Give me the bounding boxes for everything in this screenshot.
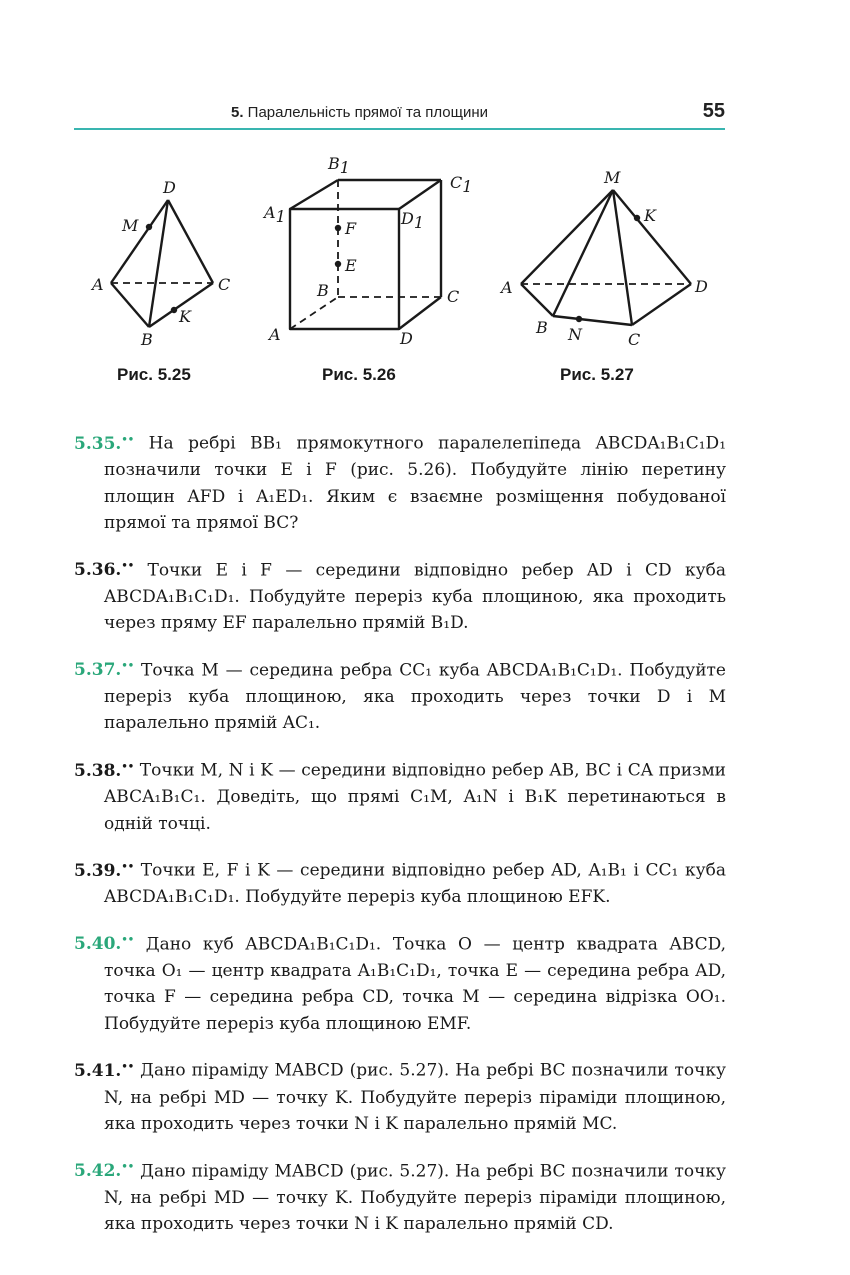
problem-text: Дано піраміду MABCD (рис. 5.27). На ребрі BC позначили точку N, на ребрі MD — точку K. Побудуйте переріз піраміди площиною, яка проходить через точки N і K паралельно прямій CD. — [104, 1161, 727, 1235]
problem-5-37 — [74, 654, 726, 737]
point-K — [171, 307, 177, 313]
edge-CD — [632, 284, 691, 325]
label-F: F — [345, 219, 357, 238]
problem-5-35 — [74, 427, 726, 537]
edge-AB — [111, 283, 149, 327]
problem-list — [74, 410, 726, 1248]
edge-MB — [553, 190, 613, 316]
label-B: B — [536, 318, 548, 337]
page-number: 55 — [702, 100, 725, 122]
chapter-number: 5. — [230, 104, 244, 121]
problem-5-38 — [74, 754, 726, 837]
point-N — [576, 316, 582, 322]
point-K — [634, 215, 640, 221]
label-M: M — [122, 216, 139, 235]
problem-number: 5.37.•• — [74, 660, 135, 681]
problem-text: Дано піраміду MABCD (рис. 5.27). На ребрі BC позначили точку N, на ребрі MD — точку K. Побудуйте переріз піраміди площиною, яка проходить через точки N і K паралельно прямій MC. — [104, 1061, 727, 1135]
figure-cube — [258, 140, 488, 360]
label-D: D — [695, 277, 708, 296]
problem-number: 5.41.•• — [74, 1061, 135, 1082]
label-K: K — [179, 307, 191, 326]
figure-pyramid — [495, 140, 725, 360]
problem-5-36 — [74, 554, 726, 637]
label-A1: A1 — [264, 203, 286, 226]
point-F — [335, 225, 341, 231]
label-E: E — [345, 256, 357, 275]
problem-text: Точки E, F і K — середини відповідно ребер AD, A₁B₁ і CC₁ куба ABCDA₁B₁C₁D₁. Побудуйте переріз куба площиною EFK. — [104, 860, 726, 908]
problem-text: На ребрі BB₁ прямокутного паралелепіпеда ABCDA₁B₁C₁D₁ позначили точки E і F (рис. 5.26). Побудуйте лінію перетину площин AFD і A₁ED₁. Яким є взаємне розміщення побудованої прямої та прямої BC? — [104, 433, 727, 534]
label-K: K — [644, 206, 656, 225]
caption-fig-5-26: Рис. 5.26 — [322, 365, 396, 384]
label-D: D — [163, 178, 176, 197]
edge-MA — [521, 190, 613, 284]
label-C: C — [628, 330, 641, 349]
problem-number: 5.35.•• — [74, 433, 135, 454]
edge-DA — [111, 200, 168, 283]
problem-number: 5.36.•• — [74, 560, 135, 581]
edge-DB — [149, 200, 168, 327]
label-A: A — [92, 275, 104, 294]
edge-AB — [521, 284, 553, 316]
label-C1: C1 — [450, 173, 473, 196]
label-A: A — [269, 325, 281, 344]
chapter-title — [74, 104, 645, 121]
label-N: N — [568, 325, 582, 344]
caption-fig-5-27: Рис. 5.27 — [560, 365, 634, 384]
label-B1: B1 — [328, 154, 350, 177]
problem-text: Дано куб ABCDA₁B₁C₁D₁. Точка O — центр квадрата ABCD, точка O₁ — центр квадрата A₁B₁C₁D₁, точка E — середина ребра AD, точка F — середина ребра CD, точка M — середина відрізка OO₁. Побудуйте переріз куба площиною EMF. — [104, 934, 727, 1034]
edge-AB-hidden — [290, 297, 338, 329]
edge-bottom-right — [399, 297, 441, 329]
caption-fig-5-25: Рис. 5.25 — [117, 365, 191, 384]
page-header — [74, 98, 725, 128]
problem-text: Точки E і F — середини відповідно ребер AD і CD куба ABCDA₁B₁C₁D₁. Побудуйте переріз куба площиною, яка проходить через пряму EF паралельно прямій B₁D. — [104, 560, 726, 634]
label-C: C — [447, 287, 460, 306]
label-A: A — [501, 278, 513, 297]
problem-number: 5.39.•• — [74, 860, 135, 881]
header-divider — [74, 128, 725, 130]
problem-5-41 — [74, 1054, 726, 1137]
edge-top-right — [399, 180, 441, 209]
problem-5-42 — [74, 1155, 726, 1238]
label-B: B — [141, 330, 153, 349]
label-C: C — [218, 275, 231, 294]
label-M: M — [604, 168, 621, 187]
chapter-name: Паралельність прямої та площини — [247, 104, 489, 121]
edge-top-left — [290, 180, 338, 209]
label-B: B — [317, 281, 329, 300]
problem-number: 5.38.•• — [74, 760, 135, 781]
point-E — [335, 261, 341, 267]
edge-DC — [168, 200, 213, 283]
label-D: D — [400, 329, 413, 348]
problem-text: Точка M — середина ребра CC₁ куба ABCDA₁B₁C₁D₁. Побудуйте переріз куба площиною, яка проходить через точки D і M паралельно прямій AC₁. — [104, 660, 726, 734]
figure-tetrahedron — [80, 140, 250, 360]
label-D1: D1 — [401, 209, 425, 232]
edge-BC — [553, 316, 632, 325]
problem-number: 5.40.•• — [74, 934, 135, 955]
problem-number: 5.42.•• — [74, 1161, 135, 1182]
problem-5-40 — [74, 928, 726, 1038]
problem-5-39 — [74, 854, 726, 911]
point-M — [146, 224, 152, 230]
problem-text: Точки M, N і K — середини відповідно ребер AB, BC і CA призми ABCA₁B₁C₁. Доведіть, що прямі C₁M, A₁N і B₁K перетинаються в одній точці. — [104, 760, 727, 834]
